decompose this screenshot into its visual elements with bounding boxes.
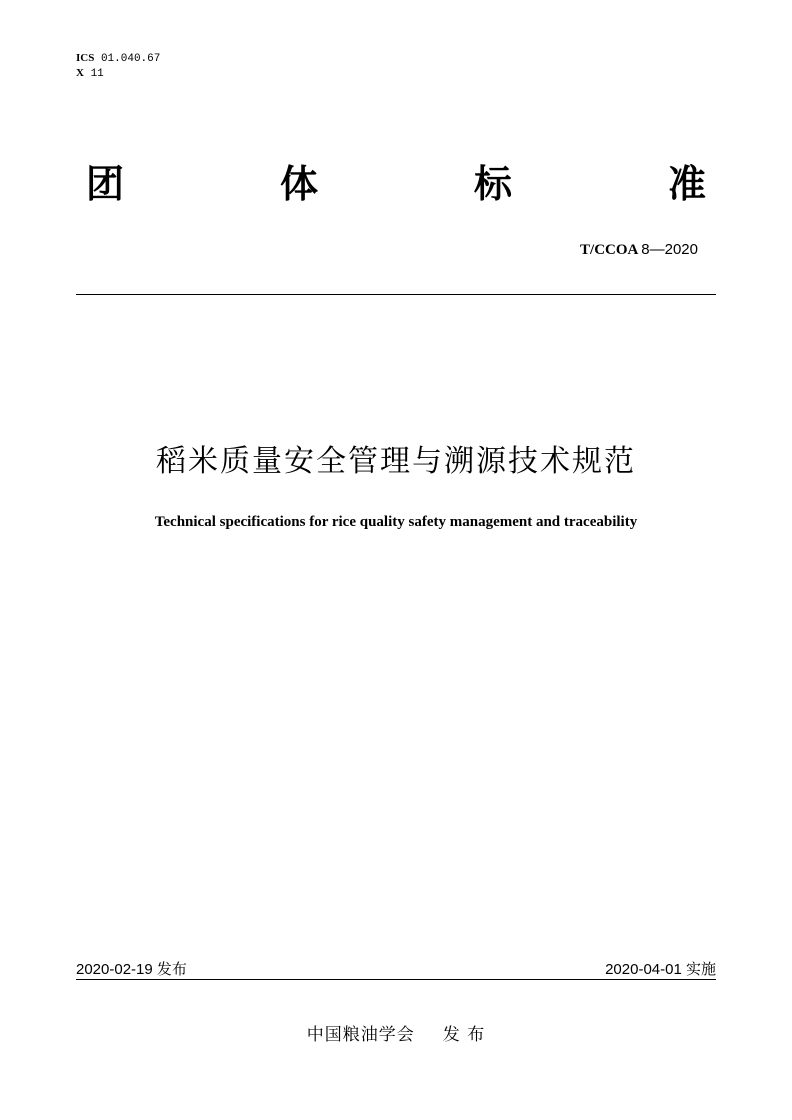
bottom-divider [76,979,716,980]
standard-prefix: T/CCOA [580,242,638,258]
heading-char: 标 [473,162,512,206]
standard-code: 8—2020 [641,241,698,258]
ics-line [76,51,160,66]
top-divider [76,294,716,295]
publish-date: 2020-02-19 发布 [76,961,187,978]
heading-char: 体 [279,162,318,206]
ccs-label: X [76,67,84,79]
classification-codes [76,51,160,81]
chinese-title: 稻米质量安全管理与溯源技术规范 [156,444,636,479]
standard-type-heading [86,160,706,208]
publisher-action: 发 布 [442,1025,486,1045]
implement-date: 2020-04-01 实施 [605,961,716,978]
ccs-line [76,66,160,81]
heading-char: 团 [86,162,125,206]
publisher-name: 中国粮油学会 [306,1025,415,1045]
heading-char: 准 [667,162,706,206]
standard-number [580,241,698,259]
ics-code: 01.040.67 [100,53,161,65]
publisher [0,1020,792,1045]
ics-label: ICS [76,52,95,64]
english-title: Technical specifications for rice quality safety management and traceability [154,514,638,530]
ccs-code: 11 [90,68,104,80]
